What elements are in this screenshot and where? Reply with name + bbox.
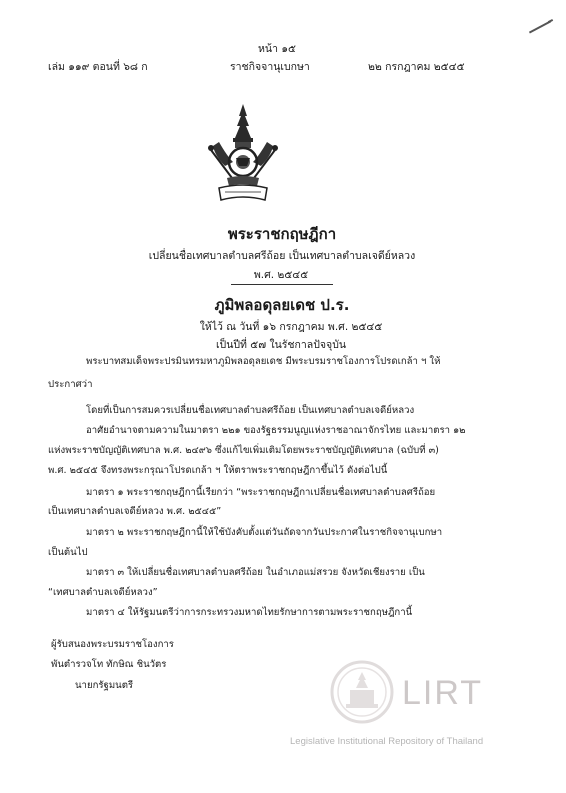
decree-subtitle: เปลี่ยนชื่อเทศบาลตำบลศรีถ้อย เป็นเทศบาลตำบลเจดีย์หลวง xyxy=(148,250,416,262)
divider xyxy=(231,284,333,285)
countersign-title: นายกรัฐมนตรี xyxy=(75,680,134,691)
garuda-emblem-icon xyxy=(205,102,281,210)
reign-year: เป็นปีที่ ๕๗ ในรัชกาลปัจจุบัน xyxy=(215,339,347,351)
given-date: ให้ไว้ ณ วันที่ ๑๖ กรกฎาคม พ.ศ. ๒๕๔๕ xyxy=(199,321,383,333)
countersign-label: ผู้รับสนองพระบรมราชโองการ xyxy=(51,639,174,650)
body-line: ประกาศว่า xyxy=(48,379,93,390)
page-number: หน้า ๑๕ xyxy=(258,43,296,55)
body-line: อาศัยอำนาจตามความในมาตรา ๒๒๑ ของรัฐธรรมนูญแห่งราชอาณาจักรไทย และมาตรา ๑๒ xyxy=(86,425,466,436)
body-line: “เทศบาลตำบลเจดีย์หลวง” xyxy=(48,587,158,598)
body-line: มาตรา ๔ ให้รัฐมนตรีว่าการกระทรวงมหาดไทยรักษาการตามพระราชกฤษฎีกานี้ xyxy=(86,607,413,618)
lirt-seal-icon xyxy=(330,660,394,724)
decree-year: พ.ศ. ๒๕๔๕ xyxy=(253,269,309,281)
gazette-date: ๒๒ กรกฎาคม ๒๕๔๕ xyxy=(368,61,465,73)
gazette-name: ราชกิจจานุเบกษา xyxy=(230,61,310,73)
body-line: โดยที่เป็นการสมควรเปลี่ยนชื่อเทศบาลตำบลศรีถ้อย เป็นเทศบาลตำบลเจดีย์หลวง xyxy=(86,405,415,416)
body-line: พระบาทสมเด็จพระปรมินทรมหาภูมิพลอดุลยเดช มีพระบรมราชโองการโปรดเกล้า ฯ ให้ xyxy=(86,356,441,367)
countersign-name: พันตำรวจโท ทักษิณ ชินวัตร xyxy=(51,659,167,670)
body-line: เป็นเทศบาลตำบลเจดีย์หลวง พ.ศ. ๒๕๔๕” xyxy=(48,506,222,517)
volume-info: เล่ม ๑๑๙ ตอนที่ ๖๘ ก xyxy=(48,61,148,73)
decree-title: พระราชกฤษฎีกา xyxy=(227,225,337,243)
body-line: มาตรา ๑ พระราชกฤษฎีกานี้เรียกว่า “พระราชกฤษฎีกาเปลี่ยนชื่อเทศบาลตำบลศรีถ้อย xyxy=(86,487,436,498)
watermark-text: LIRT xyxy=(402,674,484,712)
body-line: พ.ศ. ๒๕๔๕ จึงทรงพระกรุณาโปรดเกล้า ฯ ให้ตราพระราชกฤษฎีกาขึ้นไว้ ดังต่อไปนี้ xyxy=(48,465,388,476)
body-line: เป็นต้นไป xyxy=(48,547,88,558)
watermark-caption: Legislative Institutional Repository of Thailand xyxy=(290,736,484,747)
body-line: มาตรา ๓ ให้เปลี่ยนชื่อเทศบาลตำบลศรีถ้อย ในอำเภอแม่สรวย จังหวัดเชียงราย เป็น xyxy=(86,567,425,578)
body-line: แห่งพระราชบัญญัติเทศบาล พ.ศ. ๒๔๙๖ ซึ่งแก้ไขเพิ่มเติมโดยพระราชบัญญัติเทศบาล (ฉบับที่ ๓) xyxy=(48,445,439,456)
royal-signature-name: ภูมิพลอดุลยเดช ป.ร. xyxy=(214,296,350,314)
body-line: มาตรา ๒ พระราชกฤษฎีกานี้ให้ใช้บังคับตั้งแต่วันถัดจากวันประกาศในราชกิจจานุเบกษา xyxy=(86,527,443,538)
